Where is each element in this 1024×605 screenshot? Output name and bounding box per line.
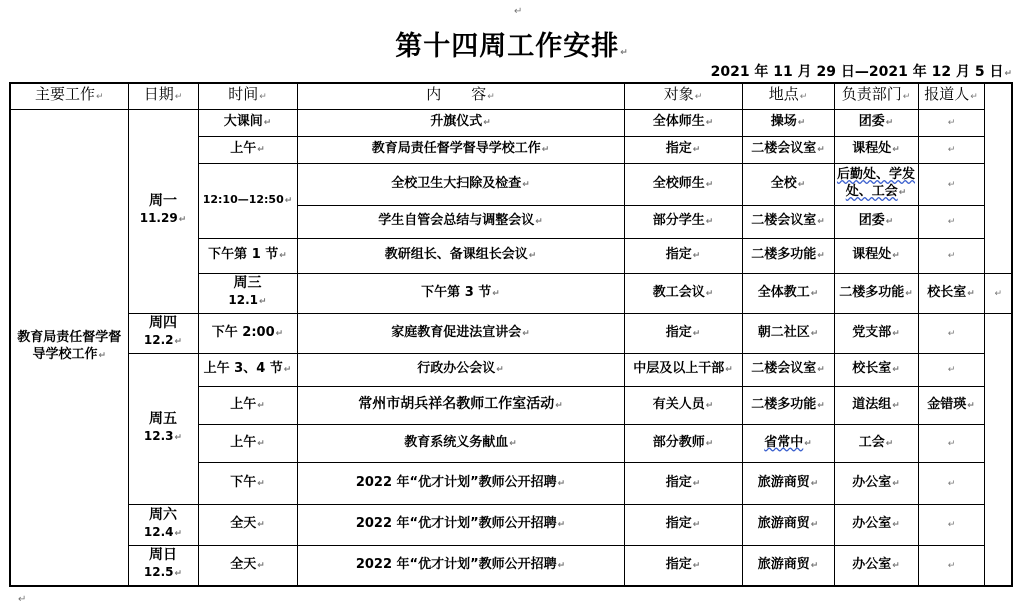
content-cell: 全校卫生大扫除及检查↵ [297,163,624,205]
place-cell: 二楼会议室↵ [742,353,834,386]
header-place: 地点↵ [742,83,834,109]
place-cell: 旅游商贸↵ [742,504,834,545]
dept-cell: 办公室↵ [834,545,918,586]
dept-cell: 工会↵ [834,424,918,462]
day-cell-fri: 周五 12.3↵ [128,353,198,504]
content-cell: 行政办公会议↵ [297,353,624,386]
reporter-cell: ↵ [918,205,984,238]
place-cell: 二楼多功能↵ [742,386,834,424]
paragraph-mark: ↵ [18,594,27,605]
place-cell: 二楼多功能↵ [742,238,834,273]
target-cell: 指定↵ [624,238,742,273]
reporter-cell: ↵ [918,136,984,163]
day-cell-thu: 周四 12.2↵ [128,313,198,353]
content-cell: 教育局责任督学督导学校工作↵ [297,136,624,163]
dept-cell: 后勤处、学发处、工会↵ [834,163,918,205]
place-cell: 全校↵ [742,163,834,205]
reporter-cell: ↵ [918,313,984,353]
target-cell: 指定↵ [624,504,742,545]
dept-cell: 办公室↵ [834,504,918,545]
dept-cell: 课程处↵ [834,238,918,273]
dept-cell: 团委↵ [834,109,918,136]
date-range: 2021 年 11 月 29 日—2021 年 12 月 5 日↵ [710,64,1012,80]
place-cell: 旅游商贸↵ [742,545,834,586]
content-cell: 家庭教育促进法宣讲会↵ [297,313,624,353]
content-cell: 升旗仪式↵ [297,109,624,136]
header-target: 对象↵ [624,83,742,109]
reporter-cell: ↵ [918,353,984,386]
day-cell-sat: 周六 12.4↵ [128,504,198,545]
target-cell: 指定↵ [624,136,742,163]
reporter-cell: ↵ [918,504,984,545]
dept-cell: 办公室↵ [834,462,918,504]
target-cell: 全校师生↵ [624,163,742,205]
reporter-cell: ↵ [918,545,984,586]
content-cell: 2022 年“优才计划”教师公开招聘↵ [297,545,624,586]
day-cell-mon: 周一 11.29↵ [128,109,198,313]
time-cell: 下午第 1 节↵ [198,238,297,273]
place-cell: 旅游商贸↵ [742,462,834,504]
time-cell: 下午 2:00↵ [198,313,297,353]
header-dept: 负责部门↵ [834,83,918,109]
reporter-cell: ↵ [918,109,984,136]
place-cell: 省常中↵ [742,424,834,462]
reporter-cell: ↵ [918,424,984,462]
header-content: 内 容↵ [297,83,624,109]
day-cell-sun: 周日 12.5↵ [128,545,198,586]
reporter-cell: ↵ [984,273,1012,313]
target-cell: 指定↵ [624,545,742,586]
dept-cell: 团委↵ [834,205,918,238]
dept-cell: 课程处↵ [834,136,918,163]
time-cell: 大课间↵ [198,109,297,136]
table-row [10,353,1012,386]
dept-cell: 党支部↵ [834,313,918,353]
time-cell: 全天↵ [198,504,297,545]
table-header-row [10,83,1012,109]
table-row [10,313,1012,353]
content-cell: 教研组长、备课组长会议↵ [297,238,624,273]
target-cell: 中层及以上干部↵ [624,353,742,386]
place-cell: 二楼会议室↵ [742,136,834,163]
page-title: 第十四周工作安排↵ [395,31,629,62]
time-cell: 下午↵ [198,462,297,504]
target-cell: 有关人员↵ [624,386,742,424]
time-cell: 上午↵ [198,136,297,163]
target-cell: 部分教师↵ [624,424,742,462]
place-cell: 朝二社区↵ [742,313,834,353]
main-work-cell: 教育局责任督学督导学校工作↵ [10,109,128,586]
time-cell: 上午↵ [198,424,297,462]
time-cell: 12:10—12:50↵ [198,163,297,238]
table-row [10,545,1012,586]
schedule-table [9,82,1013,587]
content-cell: 2022 年“优才计划”教师公开招聘↵ [297,504,624,545]
time-cell: 下午第 3 节↵ [297,273,624,313]
reporter-cell: ↵ [918,163,984,205]
header-main: 主要工作↵ [10,83,128,109]
time-cell: 上午↵ [198,386,297,424]
header-time: 时间↵ [198,83,297,109]
content-cell: 教工会议↵ [624,273,742,313]
place-cell: 二楼多功能↵ [834,273,918,313]
content-cell: 常州市胡兵祥名教师工作室活动↵ [297,386,624,424]
paragraph-mark: ↵ [514,6,523,17]
content-cell: 2022 年“优才计划”教师公开招聘↵ [297,462,624,504]
dept-cell: 校长室↵ [834,353,918,386]
reporter-cell: ↵ [918,238,984,273]
day-cell-wed: 周三 12.1↵ [198,273,297,313]
time-cell: 全天↵ [198,545,297,586]
target-cell: 指定↵ [624,462,742,504]
dept-cell: 校长室↵ [918,273,984,313]
reporter-cell: ↵ [918,462,984,504]
reporter-cell: 金错瑛↵ [918,386,984,424]
target-cell: 部分学生↵ [624,205,742,238]
place-cell: 二楼会议室↵ [742,205,834,238]
time-cell: 上午 3、4 节↵ [198,353,297,386]
target-cell: 全体教工↵ [742,273,834,313]
table-row [10,109,1012,136]
table-row [10,504,1012,545]
place-cell: 操场↵ [742,109,834,136]
target-cell: 指定↵ [624,313,742,353]
target-cell: 全体师生↵ [624,109,742,136]
content-cell: 教育系统义务献血↵ [297,424,624,462]
dept-cell: 道法组↵ [834,386,918,424]
header-reporter: 报道人↵ [918,83,984,109]
content-cell: 学生自管会总结与调整会议↵ [297,205,624,238]
header-date: 日期↵ [128,83,198,109]
